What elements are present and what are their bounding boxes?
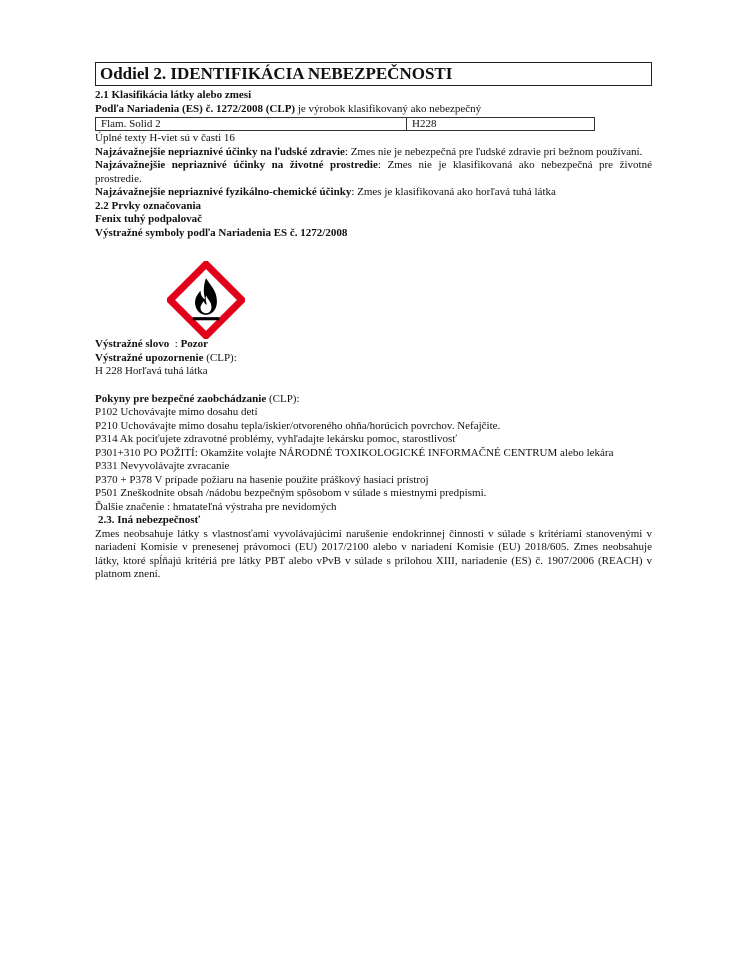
physical-text: : Zmes je klasifikovaná ako horľavá tuhá látka xyxy=(351,186,556,198)
classification-cell: Flam. Solid 2 xyxy=(96,118,407,131)
environment-text: : Zmes nie je klasifikovaná ako nebezpečná pre životné prostredie. xyxy=(95,159,652,185)
heading-2-1: 2.1 Klasifikácia látky alebo zmesi xyxy=(95,89,252,101)
health-text: : Zmes nie je nebezpečná pre ľudské zdravie pri bežnom používaní. xyxy=(344,145,643,158)
list-item: P301+310 PO POŽITÍ: Okamžite volajte NÁRODNÉ TOXIKOLOGICKÉ INFORMAČNÉ CENTRUM alebo lekára xyxy=(95,446,614,459)
physical-label: Najzávažnejšie nepriaznivé fyzikálno-chemické účinky xyxy=(95,186,352,198)
signal-separator: : xyxy=(169,338,181,350)
pictogram-area xyxy=(95,240,652,338)
regulation-text: je výrobok klasifikovaný ako nebezpečný xyxy=(295,102,482,115)
full-texts-note: Úplné texty H-viet sú v časti 16 xyxy=(95,132,235,144)
regulation-label: Podľa Nariadenia (ES) č. 1272/2008 (CLP) xyxy=(95,102,296,115)
other-marking: Ďalšie značenie : hmatateľná výstraha pre nevidomých xyxy=(95,500,337,513)
classification-table xyxy=(95,117,595,131)
list-item: P210 Uchovávajte mimo dosahu tepla/iskier/otvoreného ohňa/horúcich povrchov. Nefajčite. xyxy=(95,419,501,432)
heading-2-3: 2.3. Iná nebezpečnosť xyxy=(98,514,201,526)
product-name: Fenix tuhý podpalovač xyxy=(95,213,202,225)
regulation-line xyxy=(95,103,652,117)
signal-label: Výstražné slovo xyxy=(95,338,170,350)
other-hazards-text: Zmes neobsahuje látky s vlastnosťami vyvolávajúcimi narušenie endokrinnej činnosti v súlade s kritériami stanovenými v nariadení Komisie v prenesenej právomoci (EU) 2017/2100 alebo v nariadení Komisie (EU) 2018/605. Zmes neobsahuje látky, ktoré spĺňajú kritériá pre látky PBT alebo vPvB v súlade s prílohou XIII, nariadenie (ES) č. 1907/2006 (REACH) v platnom znení. xyxy=(95,527,652,580)
list-item: P370 + P378 V prípade požiaru na hasenie použite práškový hasiaci prístroj xyxy=(95,473,429,486)
document-page xyxy=(95,62,652,582)
hazard-heading xyxy=(95,352,652,366)
hazard-label: Výstražné upozornenie xyxy=(95,351,204,364)
hazard-statement: H 228 Horľavá tuhá látka xyxy=(95,365,208,377)
section-title: Oddiel 2. IDENTIFIKÁCIA NEBEZPEČNOSTI xyxy=(95,62,652,86)
physical-effects xyxy=(95,186,652,200)
list-item: P501 Zneškodnite obsah /nádobu bezpečným spôsobom v súlade s miestnymi predpismi. xyxy=(95,487,487,499)
hazard-clp: (CLP): xyxy=(203,351,237,364)
precaution-clp: (CLP): xyxy=(266,392,300,405)
hazard-code-cell: H228 xyxy=(407,118,595,131)
flame-ghs02-icon xyxy=(167,261,245,339)
environment-label: Najzávažnejšie nepriaznivé účinky na životné prostredie xyxy=(95,159,378,171)
environment-effects xyxy=(95,159,652,186)
list-item: P102 Uchovávajte mimo dosahu detí xyxy=(95,406,258,418)
health-effects xyxy=(95,146,652,160)
signal-word: Pozor xyxy=(180,338,209,350)
precaution-heading xyxy=(95,393,652,407)
list-item: P331 Nevyvolávajte zvracanie xyxy=(95,460,230,472)
precaution-label: Pokyny pre bezpečné zaobchádzanie xyxy=(95,392,267,405)
health-label: Najzávažnejšie nepriaznivé účinky na ľudské zdravie xyxy=(95,145,345,158)
symbols-heading: Výstražné symboly podľa Nariadenia ES č. 1272/2008 xyxy=(95,226,348,239)
table-row xyxy=(96,118,595,131)
signal-word-line xyxy=(95,338,652,352)
heading-2-2: 2.2 Prvky označovania xyxy=(95,199,202,212)
list-item: P314 Ak pociťujete zdravotné problémy, vyhľadajte lekársku pomoc, starostlivosť xyxy=(95,433,458,445)
